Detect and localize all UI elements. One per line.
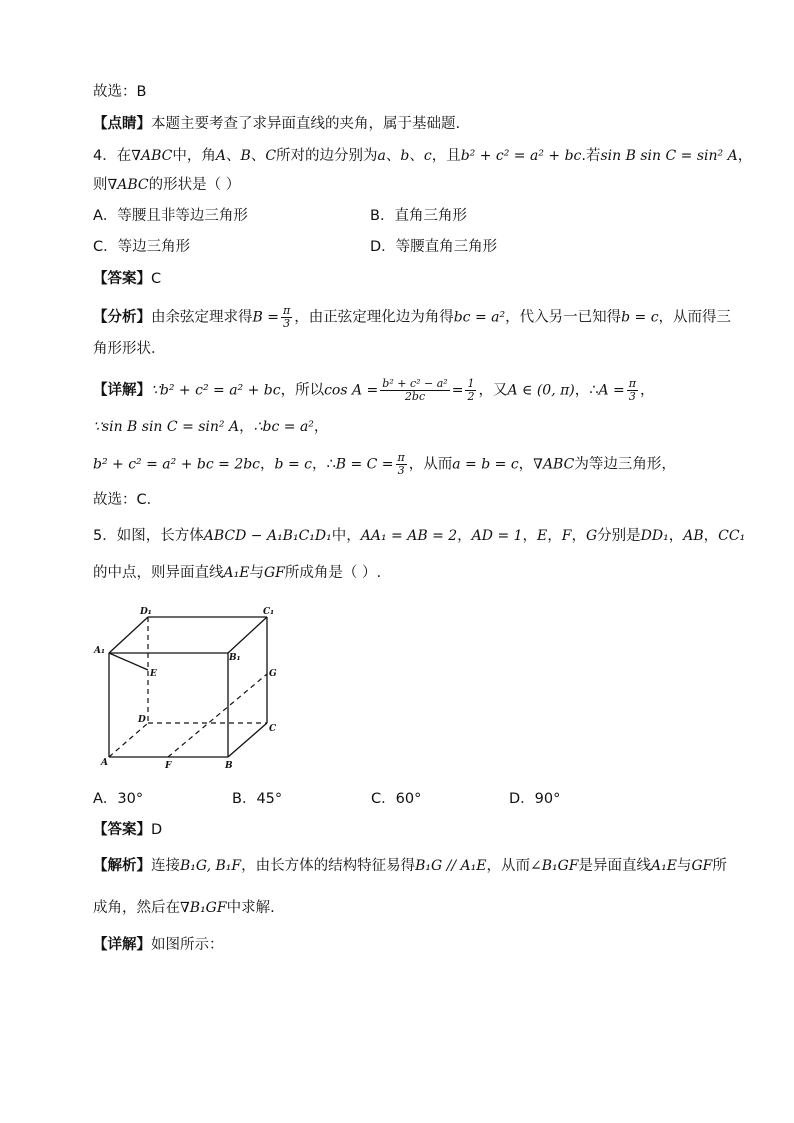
jiexi-text: 成角，然后在 — [93, 900, 180, 916]
detail-text: 为等边三角形， — [574, 456, 676, 473]
label-b: B — [225, 761, 233, 771]
math-inline: ∇ABC — [533, 456, 575, 473]
q5-text: 所成角是（ ）. — [284, 565, 382, 581]
math-inline: DD₁ — [640, 528, 669, 544]
jiexi-text: 连接 — [151, 858, 180, 874]
analysis-tag: 【分析】 — [93, 309, 151, 326]
label-c1: C₁ — [263, 607, 275, 617]
q4-analysis-line1 — [93, 305, 731, 330]
math-inline: b = c — [274, 456, 312, 473]
q4-var: b — [400, 148, 410, 164]
dianjing-text: 本题主要考查了求异面直线的夹角，属于基础题. — [151, 116, 461, 132]
math-inline: A ∈ (0, π) — [507, 382, 575, 399]
jiexi-text: 所 — [712, 858, 727, 874]
fraction-pi-over-3 — [396, 452, 407, 477]
q4-var: c — [423, 148, 432, 164]
detail-text: 如图所示： — [151, 937, 224, 953]
q5-text: 与 — [249, 565, 264, 581]
math-inline: a = b = c — [452, 456, 519, 473]
q5-text: ， — [547, 528, 562, 544]
label-a: A — [101, 758, 108, 768]
q5-text: ， — [668, 528, 684, 544]
math-inline: B = — [252, 309, 279, 326]
segment-fg-hidden — [168, 674, 267, 757]
detail-text: ， — [239, 419, 254, 435]
math-inline: CC₁ — [718, 528, 746, 544]
answer-value: D — [151, 822, 163, 838]
q5-stem-line2 — [93, 563, 381, 583]
q4-text: 的形状是（ ） — [148, 177, 241, 193]
math-inline: bc = a² — [453, 309, 506, 326]
q4-text: 中，角 — [172, 148, 216, 164]
label-f: F — [165, 761, 172, 771]
q4-condition-1: b² + c² = a² + bc — [460, 148, 582, 164]
detail-text: ， — [640, 382, 655, 399]
math-inline: cos A = — [324, 382, 379, 399]
math-inline: ∵sin B sin C = sin² A — [93, 419, 240, 435]
edge-b1c1 — [228, 617, 267, 653]
label-g: G — [269, 669, 277, 679]
detail-tag: 【详解】 — [93, 382, 151, 399]
math-inline: ABCD − A₁B₁C₁D₁ — [203, 528, 332, 544]
q5-jiexi-line1 — [93, 856, 727, 876]
math-inline: b² + c² = a² + bc = 2bc — [93, 456, 261, 473]
math-inline: E — [537, 528, 548, 544]
math-inline: GF — [263, 565, 285, 581]
q4-sep: 、 — [385, 148, 401, 164]
segment-a1e — [109, 653, 148, 670]
fraction-cosine — [380, 378, 449, 403]
q4-conclusion: 故选：C． — [93, 492, 162, 508]
math-inline: AD = 1 — [471, 528, 523, 544]
jiexi-text: ，从而 — [486, 858, 530, 874]
q5-option-c: C．60° — [371, 791, 422, 807]
fraction-denominator: 3 — [397, 464, 405, 477]
fraction-denominator: 2 — [467, 390, 475, 403]
q4-var: a — [377, 148, 386, 164]
q5-text: ， — [703, 528, 719, 544]
math-inline: A₁E — [223, 565, 250, 581]
answer-value: C — [151, 271, 162, 287]
q4-stem-line2 — [93, 175, 240, 195]
math-inline: ∇B₁GF — [180, 900, 227, 916]
analysis-text: 由余弦定理求得 — [151, 309, 253, 326]
q5-text: ， — [571, 528, 586, 544]
q5-stem-line1 — [93, 526, 745, 546]
q4-text: ， — [737, 148, 753, 164]
detail-tag: 【详解】 — [93, 937, 151, 953]
cuboid-figure — [92, 598, 292, 774]
q5-text: 5．如图，长方体 — [93, 528, 204, 544]
detail-text: ，所以 — [280, 382, 325, 399]
q4-detail-line1 — [93, 378, 655, 403]
fraction-numerator: π — [397, 451, 405, 464]
label-d1: D₁ — [140, 607, 152, 617]
math-inline: ∴bc = a² — [253, 419, 314, 435]
q4-option-c: C．等边三角形 — [93, 239, 191, 255]
detail-text: ， — [260, 456, 275, 473]
answer-tag: 【答案】 — [93, 822, 151, 838]
detail-text: ， — [313, 419, 329, 435]
jiexi-tag: 【解析】 — [93, 858, 151, 874]
q5-text: ， — [522, 528, 538, 544]
q4-var: A — [215, 148, 227, 164]
q4-option-a: A．等腰且非等边三角形 — [93, 208, 248, 224]
q5-text: ， — [457, 528, 472, 544]
q4-analysis-line2: 角形形状． — [93, 341, 166, 357]
detail-text: ，从而 — [408, 456, 453, 473]
q4-option-b: B．直角三角形 — [370, 208, 467, 224]
detail-text: ，∴ — [574, 382, 599, 399]
q5-text: 分别是 — [597, 528, 641, 544]
edge-bc — [228, 723, 267, 757]
q5-text: 的中点，则异面直线 — [93, 565, 224, 581]
q4-text: ，且 — [431, 148, 461, 164]
label-d: D — [138, 715, 146, 725]
q5-answer — [93, 820, 162, 840]
math-inline: B = C = — [335, 456, 394, 473]
fraction-numerator: 1 — [467, 377, 475, 390]
q4-triangle: ∇ABC — [131, 148, 173, 164]
math-inline: GF — [691, 858, 713, 874]
q5-text: 中， — [331, 528, 361, 544]
jiexi-text: 是异面直线 — [578, 858, 652, 874]
q4-condition-2: sin B sin C = sin² A — [600, 148, 738, 164]
math-inline: b = c — [621, 309, 659, 326]
detail-text: ，∴ — [311, 456, 336, 473]
jiexi-text: ，由长方体的结构特征易得 — [241, 858, 416, 874]
math-inline: B₁G // A₁E — [415, 858, 487, 874]
q4-detail-line2 — [93, 417, 328, 437]
fraction-denominator: 3 — [628, 390, 636, 403]
q5-option-a: A．30° — [93, 791, 144, 807]
label-b1: B₁ — [229, 653, 241, 663]
q4-detail-line3 — [93, 452, 676, 477]
detail-text: ， — [518, 456, 534, 473]
label-c: C — [269, 724, 277, 734]
fraction-denominator: 3 — [283, 317, 291, 330]
math-inline: A₁E — [651, 858, 677, 874]
answer-tag: 【答案】 — [93, 271, 151, 287]
analysis-text: ，由正弦定理化边为角得 — [294, 309, 454, 326]
math-inline: ∵b² + c² = a² + bc — [151, 382, 281, 399]
math-inline: = — [451, 382, 464, 399]
q4-text: 4．在 — [93, 148, 132, 164]
fraction-denominator: 2bc — [404, 390, 426, 403]
fraction-numerator: b² + c² − a² — [382, 377, 448, 390]
jiexi-text: 中求解. — [226, 900, 275, 916]
math-inline: B₁G, B₁F — [180, 858, 242, 874]
q4-option-d: D．等腰直角三角形 — [370, 239, 498, 255]
q5-detail — [93, 935, 224, 955]
q4-sep: 、 — [409, 148, 424, 164]
math-inline: F — [561, 528, 572, 544]
math-inline: ∠B₁GF — [529, 858, 579, 874]
q4-var: B — [240, 148, 251, 164]
q4-text: 则 — [93, 177, 108, 193]
label-a1: A₁ — [94, 646, 105, 656]
q4-text: .若 — [581, 148, 601, 164]
analysis-text: ，代入另一已知得 — [505, 309, 622, 326]
q4-text: 所对的边分别为 — [276, 148, 378, 164]
q4-sep: 、 — [250, 148, 266, 164]
q5-jiexi-line2 — [93, 898, 275, 918]
jiexi-text: 与 — [676, 858, 692, 874]
q4-answer — [93, 269, 161, 289]
fraction-pi-over-3 — [281, 305, 292, 330]
fraction-one-half — [465, 378, 476, 403]
fraction-numerator: π — [628, 377, 637, 390]
fraction-pi-over-3 — [627, 378, 638, 403]
math-inline: G — [585, 528, 598, 544]
fraction-numerator: π — [282, 304, 291, 317]
edge-ad-hidden — [109, 723, 148, 757]
math-inline: AB — [683, 528, 704, 544]
q4-sep: 、 — [226, 148, 241, 164]
math-inline: AA₁ = AB = 2 — [360, 528, 458, 544]
dianjing-tag: 【点睛】 — [93, 116, 151, 132]
line-dianjing — [93, 114, 460, 134]
detail-text: ，又 — [478, 382, 508, 399]
q4-stem-line1 — [93, 146, 752, 166]
q4-triangle: ∇ABC — [107, 177, 149, 193]
q5-option-d: D．90° — [509, 791, 561, 807]
analysis-text: ，从而得三 — [658, 309, 732, 326]
q5-option-b: B．45° — [232, 791, 283, 807]
q4-var: C — [265, 148, 277, 164]
label-e: E — [150, 669, 157, 679]
edge-a1d1 — [109, 617, 148, 653]
math-inline: A = — [598, 382, 625, 399]
line-answer-prev: 故选：B — [93, 84, 147, 100]
